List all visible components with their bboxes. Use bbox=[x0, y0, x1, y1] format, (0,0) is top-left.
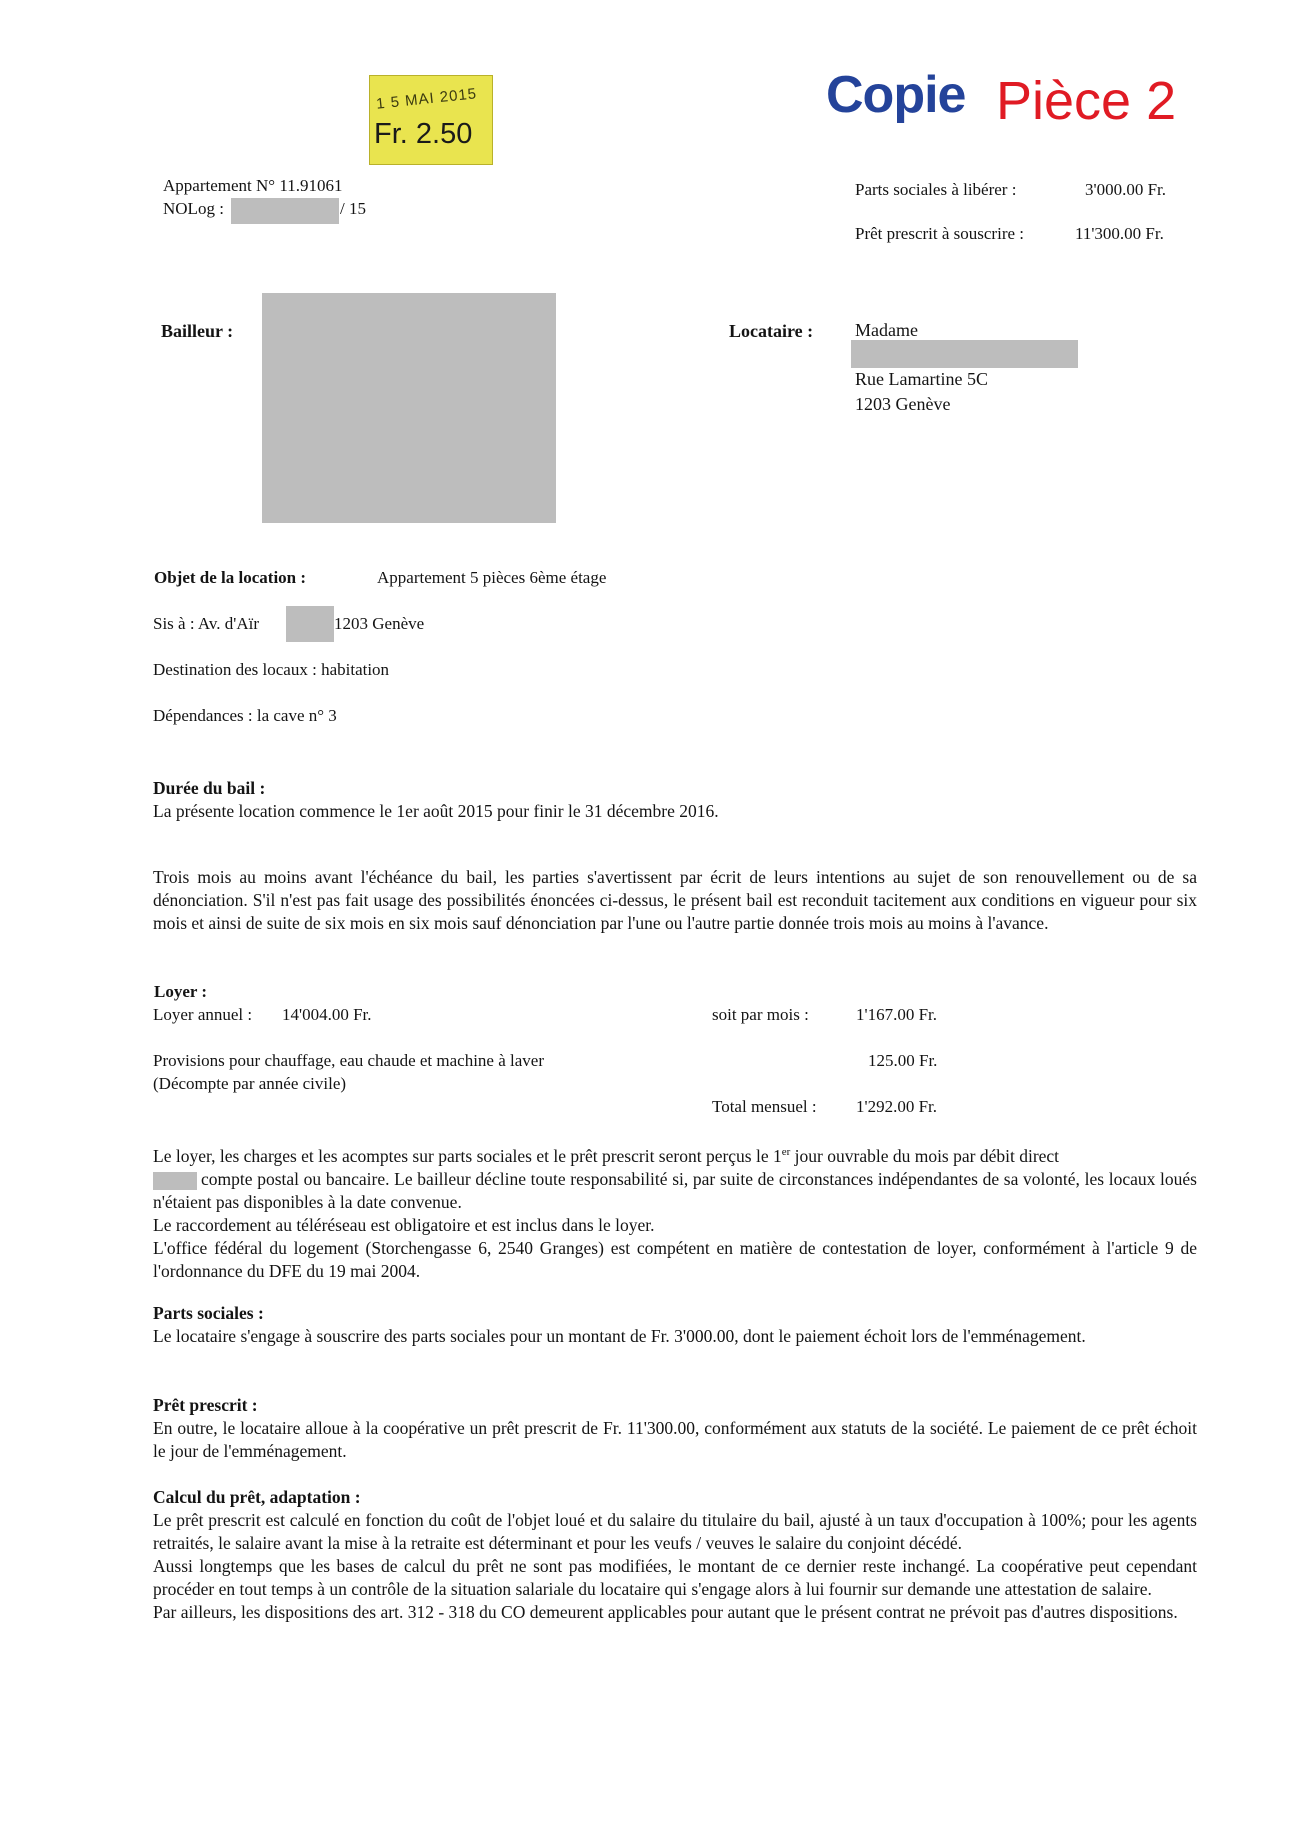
destination: Destination des locaux : habitation bbox=[153, 660, 390, 679]
nolog-suffix: / 15 bbox=[340, 199, 366, 218]
dependances: Dépendances : la cave n° 3 bbox=[153, 706, 337, 725]
conditions-p1-cont: compte postal ou bancaire. Le bailleur décline toute responsabilité si, par suite de circonstances indépendantes de sa volonté, les locaux loués n'étaient pas disponibles à la date convenue. bbox=[153, 1168, 1197, 1212]
copie-label: Copie bbox=[826, 66, 966, 124]
objet-value: Appartement 5 pièces 6ème étage bbox=[377, 568, 607, 587]
conditions-p1-sup: er bbox=[781, 1146, 791, 1158]
redaction-bailleur bbox=[262, 293, 556, 523]
stamp-value: Fr. 2.50 bbox=[374, 118, 473, 150]
total-value: 1'292.00 Fr. bbox=[856, 1097, 937, 1116]
duree-text: La présente location commence le 1er août 2015 pour finir le 31 décembre 2016. bbox=[153, 801, 719, 821]
fiscal-stamp bbox=[369, 75, 493, 165]
calcul-p3: Par ailleurs, les dispositions des art. 312 - 318 du CO demeurent applicables pour autant que le présent contrat ne prévoit pas d'autres dispositions. bbox=[153, 1602, 1178, 1622]
renouvellement-text: Trois mois au moins avant l'échéance du bail, les parties s'avertissent par écrit de leurs intentions au sujet de son renouvellement ou de sa dénonciation. S'il n'est pas fait usage des possibilités énoncées ci-dessus, le présent bail est reconduit tacitement aux conditions en vigueur pour six mois et ainsi de suite de six mois en six mois sauf dénonciation par l'une ou l'autre partie donnée trois mois au moins à l'avance. bbox=[153, 867, 1197, 933]
calcul-section bbox=[153, 1486, 1197, 1624]
total-label: Total mensuel : bbox=[712, 1097, 817, 1116]
provisions-value: 125.00 Fr. bbox=[868, 1051, 938, 1070]
pret-value: 11'300.00 Fr. bbox=[1075, 224, 1164, 243]
stamp-date: 1 5 MAI 2015 bbox=[375, 85, 478, 113]
piece-label: Pièce 2 bbox=[996, 71, 1177, 131]
locataire-city: 1203 Genève bbox=[855, 394, 951, 414]
conditions-p1-before: Le loyer, les charges et les acomptes sur parts sociales et le prêt prescrit seront perçus le 1 bbox=[153, 1145, 782, 1166]
loyer-annuel-value: 14'004.00 Fr. bbox=[282, 1005, 372, 1024]
conditions-p2: Le raccordement au téléréseau est obligatoire et est inclus dans le loyer. bbox=[153, 1214, 655, 1235]
conditions-p1-after: jour ouvrable du mois par débit direct bbox=[790, 1145, 1060, 1166]
loyer-mois-value: 1'167.00 Fr. bbox=[856, 1005, 937, 1024]
apartment-number: Appartement N° 11.91061 bbox=[163, 176, 343, 195]
redaction-account bbox=[153, 1172, 197, 1190]
pret-prescrit-section bbox=[153, 1394, 1197, 1463]
duree-section bbox=[153, 777, 1197, 823]
pret-label: Prêt prescrit à souscrire : bbox=[855, 224, 1024, 243]
sis-suffix: 1203 Genève bbox=[334, 614, 425, 633]
locataire-title: Madame bbox=[855, 320, 918, 340]
redaction-locataire-name bbox=[851, 340, 1078, 368]
provisions-line1: Provisions pour chauffage, eau chaude et machine à laver bbox=[153, 1051, 544, 1070]
loyer-mois-label: soit par mois : bbox=[712, 1005, 809, 1024]
parts-value: 3'000.00 Fr. bbox=[1085, 180, 1166, 199]
redaction-nolog bbox=[231, 198, 339, 224]
loyer-annuel-label: Loyer annuel : bbox=[153, 1005, 253, 1024]
objet-label: Objet de la location : bbox=[154, 568, 307, 587]
pret-prescrit-text: En outre, le locataire alloue à la coopérative un prêt prescrit de Fr. 11'300.00, conformément aux statuts de la société. Le paiement de ce prêt échoit le jour de l'emménagement. bbox=[153, 1418, 1197, 1461]
parts-sociales-text: Le locataire s'engage à souscrire des parts sociales pour un montant de Fr. 3'000.00, dont le paiement échoit lors de l'emménagement. bbox=[153, 1326, 1086, 1346]
locataire-street: Rue Lamartine 5C bbox=[855, 369, 988, 389]
locataire-label: Locataire : bbox=[729, 321, 814, 341]
calcul-title: Calcul du prêt, adaptation : bbox=[153, 1487, 361, 1507]
loyer-title: Loyer : bbox=[154, 982, 208, 1001]
renouvellement-section bbox=[153, 866, 1197, 935]
conditions-section bbox=[153, 1141, 1197, 1283]
parts-label: Parts sociales à libérer : bbox=[855, 180, 1017, 199]
provisions-line2: (Décompte par année civile) bbox=[153, 1074, 347, 1093]
calcul-p1: Le prêt prescrit est calculé en fonction du coût de l'objet loué et du salaire du titulaire du bail, ajusté à un taux d'occupation à 100%; pour les agents retraités, le salaire avant la mise à la retraite est déterminant et pour les veufs / veuves le salaire du conjoint décédé. bbox=[153, 1510, 1197, 1553]
conditions-p3: L'office fédéral du logement (Storchengasse 6, 2540 Granges) est compétent en matière de contestation de loyer, conformément à l'article 9 de l'ordonnance du DFE du 19 mai 2004. bbox=[153, 1237, 1197, 1281]
pret-prescrit-title: Prêt prescrit : bbox=[153, 1395, 258, 1415]
conditions-p1 bbox=[153, 1141, 1197, 1214]
redaction-address bbox=[286, 606, 334, 642]
parts-sociales-title: Parts sociales : bbox=[153, 1303, 264, 1323]
calcul-p2: Aussi longtemps que les bases de calcul du prêt ne sont pas modifiées, le montant de ce dernier reste inchangé. La coopérative peut cependant procéder en tout temps à un contrôle de la situation salariale du locataire qui s'engage alors à lui fournir sur demande une attestation de salaire. bbox=[153, 1556, 1197, 1599]
parts-sociales-section bbox=[153, 1302, 1197, 1348]
bailleur-label: Bailleur : bbox=[161, 321, 234, 341]
duree-title: Durée du bail : bbox=[153, 778, 266, 798]
nolog-label: NOLog : bbox=[163, 199, 224, 218]
sis-prefix: Sis à : Av. d'Aïr bbox=[153, 614, 260, 633]
